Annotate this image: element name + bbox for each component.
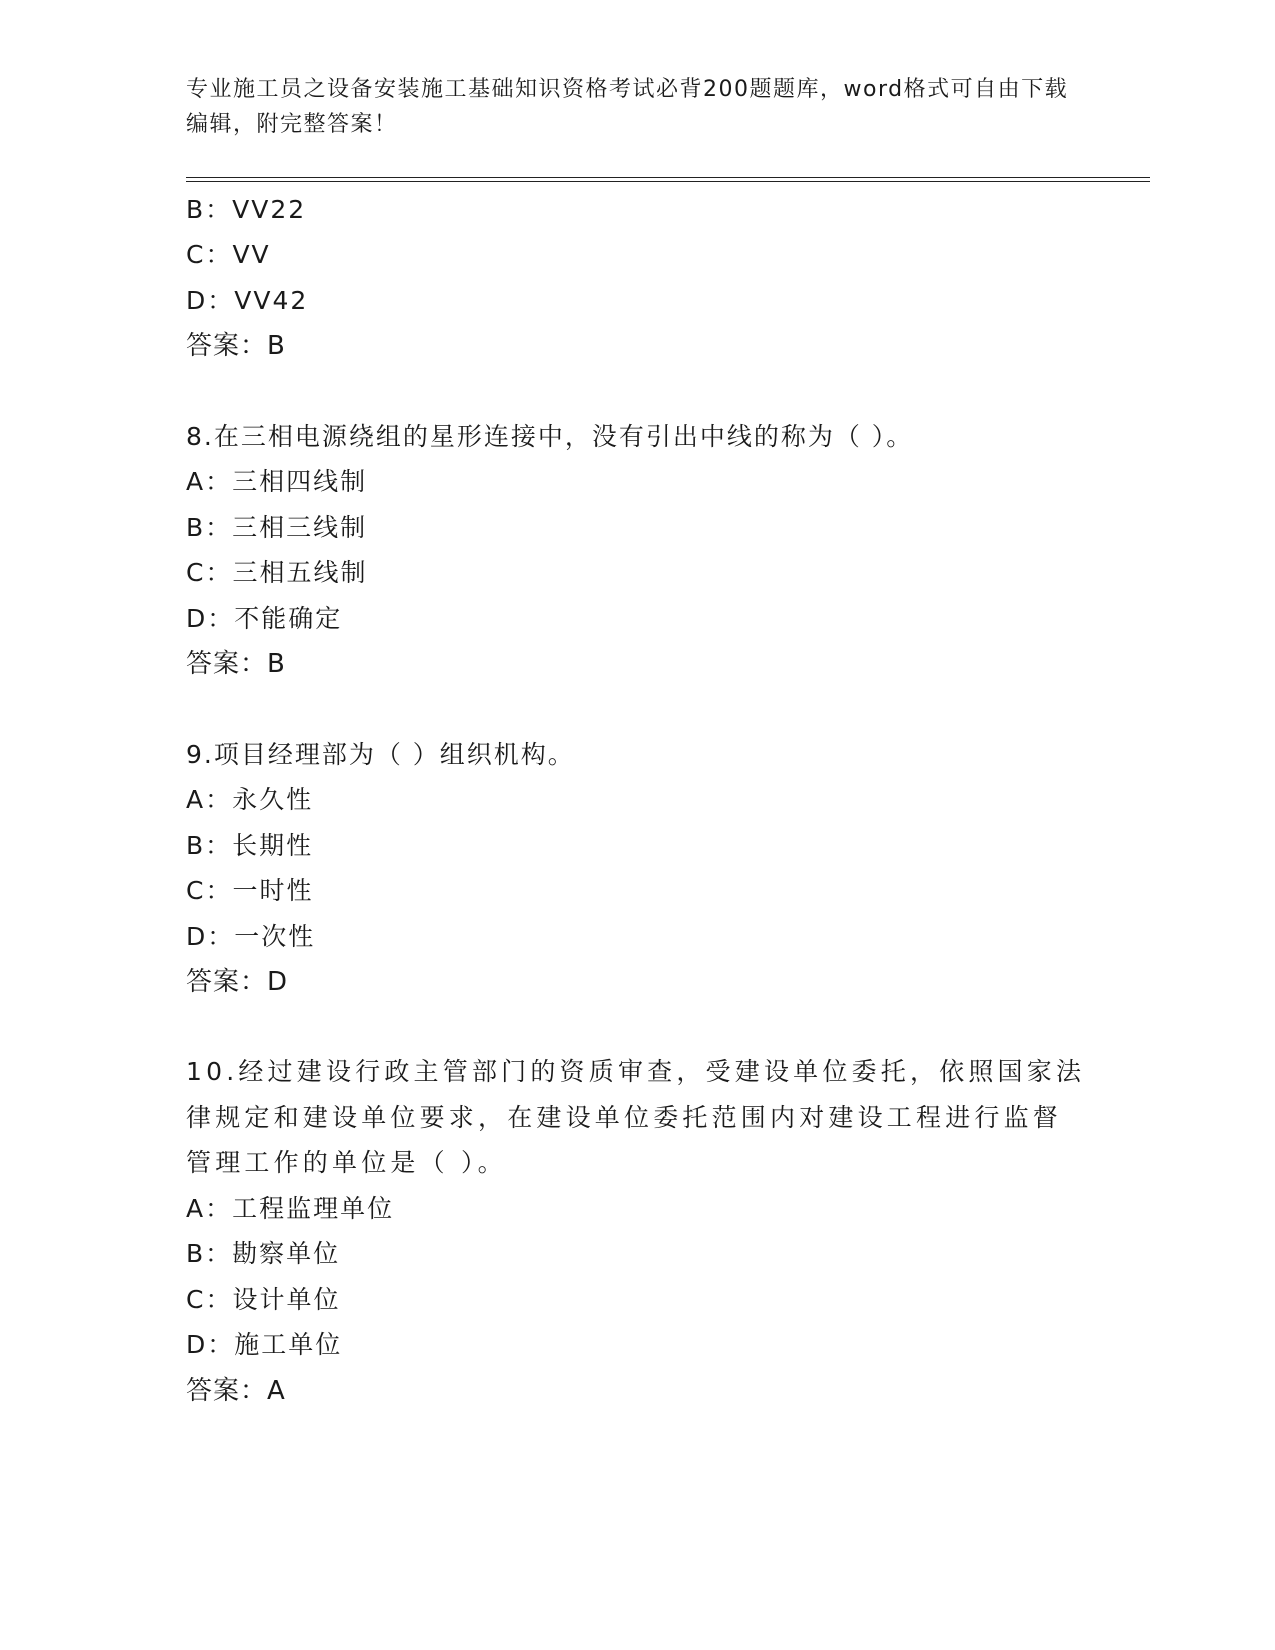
q8-option-a: A：三相四线制 [186, 467, 368, 496]
prev-question-option-b: B：VV22 [186, 195, 307, 224]
prev-question-option-c: C：VV [186, 240, 271, 269]
q8-answer: 答案：B [186, 649, 286, 679]
q10-option-d: D：施工单位 [186, 1330, 343, 1359]
prev-question-answer: 答案：B [186, 331, 286, 361]
header-divider-top [186, 177, 1150, 178]
q8-option-b: B：三相三线制 [186, 513, 368, 542]
q10-option-c: C：设计单位 [186, 1285, 341, 1314]
prev-question-option-d: D：VV42 [186, 286, 309, 315]
q10-stem: 10.经过建设行政主管部门的资质审查，受建设单位委托，依照国家法律规定和建设单位要求，在建设单位委托范围内对建设工程进行监督管理工作的单位是（ ）。 [186, 1057, 1086, 1177]
q9-option-a: A：永久性 [186, 785, 314, 814]
q8-option-d: D：不能确定 [186, 604, 343, 633]
q10-answer: 答案：A [186, 1376, 286, 1406]
q8-stem: 8.在三相电源绕组的星形连接中，没有引出中线的称为（ ）。 [186, 422, 914, 451]
q9-stem: 9.项目经理部为（ ）组织机构。 [186, 740, 575, 769]
q9-option-d: D：一次性 [186, 922, 316, 951]
header-divider-bottom [186, 181, 1150, 182]
q9-option-b: B：长期性 [186, 831, 314, 860]
q10-option-a: A：工程监理单位 [186, 1194, 395, 1223]
q9-answer: 答案：D [186, 967, 289, 997]
q9-option-c: C：一时性 [186, 876, 314, 905]
document-header: 专业施工员之设备安装施工基础知识资格考试必背200题题库，word格式可自由下载编辑，附完整答案！ [186, 77, 1069, 137]
q8-option-c: C：三相五线制 [186, 558, 368, 587]
q10-option-b: B：勘察单位 [186, 1239, 341, 1268]
